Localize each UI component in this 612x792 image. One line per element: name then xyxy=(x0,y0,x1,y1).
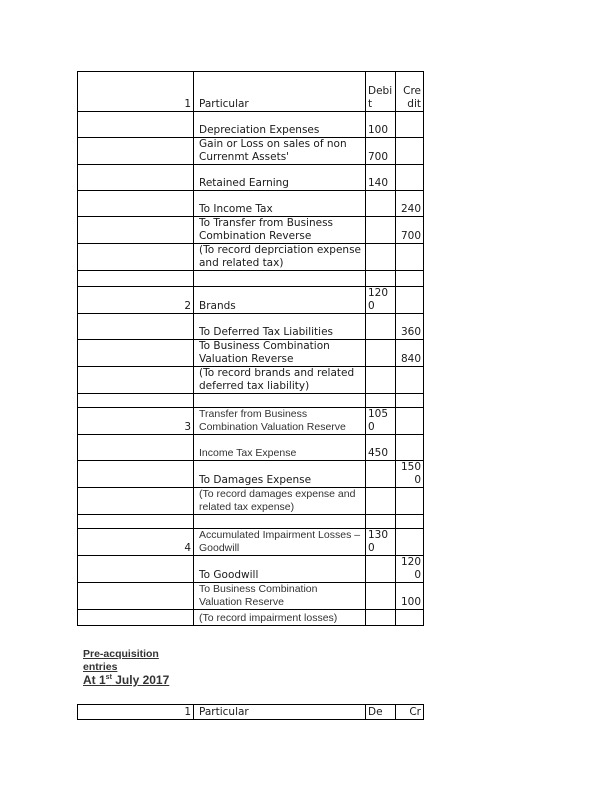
preacquisition-title: Pre-acquisition entries xyxy=(83,648,159,673)
entry-number-cell xyxy=(78,367,194,394)
spacer-row xyxy=(78,394,424,408)
debit-cell: 1300 xyxy=(366,529,396,556)
credit-cell xyxy=(396,112,424,138)
credit-cell xyxy=(396,610,424,626)
particular-cell: Brands xyxy=(194,287,366,314)
debit-cell xyxy=(366,394,396,408)
particular-cell: To Damages Expense xyxy=(194,461,366,488)
particular-cell: Accumulated Impairment Losses – Goodwill xyxy=(194,529,366,556)
entry-number-cell xyxy=(78,610,194,626)
debit-cell: 450 xyxy=(366,435,396,461)
particular-cell: (To record brands and related deferred tax liability) xyxy=(194,367,366,394)
debit-cell xyxy=(366,244,396,271)
debit-cell: 100 xyxy=(366,112,396,138)
debit-cell: 1200 xyxy=(366,287,396,314)
entry-number-cell: 2 xyxy=(78,287,194,314)
particular-cell: Transfer from Business Combination Valuation Reserve xyxy=(194,408,366,435)
debit-cell xyxy=(366,191,396,217)
debit-cell xyxy=(366,461,396,488)
journal-row xyxy=(78,461,424,488)
journal-row xyxy=(78,556,424,583)
header-row xyxy=(78,705,424,720)
entry-number-cell xyxy=(78,271,194,287)
journal-row xyxy=(78,244,424,271)
particular-cell: (To record deprciation expense and related tax) xyxy=(194,244,366,271)
debit-cell: 700 xyxy=(366,138,396,165)
credit-cell xyxy=(396,287,424,314)
journal-row xyxy=(78,435,424,461)
entry-number-cell xyxy=(78,488,194,515)
date-ordinal: st xyxy=(105,674,112,681)
debit-cell: 1050 xyxy=(366,408,396,435)
particular-cell: To Goodwill xyxy=(194,556,366,583)
entry-number-cell xyxy=(78,556,194,583)
credit-cell: 100 xyxy=(396,583,424,610)
particular-header: Particular xyxy=(194,72,366,112)
particular-cell xyxy=(194,394,366,408)
journal-row xyxy=(78,340,424,367)
debit-cell xyxy=(366,367,396,394)
credit-cell: 700 xyxy=(396,217,424,244)
spacer-row xyxy=(78,515,424,529)
debit-cell xyxy=(366,515,396,529)
credit-cell xyxy=(396,408,424,435)
debit-header: Debit xyxy=(366,72,396,112)
debit-cell xyxy=(366,217,396,244)
entry-number-cell xyxy=(78,461,194,488)
journal-row xyxy=(78,314,424,340)
debit-cell: 140 xyxy=(366,165,396,191)
credit-cell xyxy=(396,367,424,394)
entry-number-cell xyxy=(78,435,194,461)
credit-cell xyxy=(396,529,424,556)
credit-cell: 840 xyxy=(396,340,424,367)
entry-number-cell: 1 xyxy=(78,72,194,112)
entry-number-cell xyxy=(78,191,194,217)
credit-cell xyxy=(396,165,424,191)
journal-row xyxy=(78,191,424,217)
header-row xyxy=(78,72,424,112)
entry-number-cell: 1 xyxy=(78,705,194,720)
journal-row xyxy=(78,583,424,610)
entry-number-cell xyxy=(78,217,194,244)
credit-cell xyxy=(396,394,424,408)
entry-number-cell xyxy=(78,138,194,165)
credit-cell xyxy=(396,488,424,515)
debit-cell xyxy=(366,488,396,515)
particular-cell: To Transfer from Business Combination Reverse xyxy=(194,217,366,244)
entry-number-cell xyxy=(78,515,194,529)
entry-number-cell xyxy=(78,583,194,610)
credit-header: Cr xyxy=(396,705,424,720)
particular-cell: Income Tax Expense xyxy=(194,435,366,461)
credit-cell xyxy=(396,515,424,529)
preacquisition-date: At 1st July 2017 xyxy=(83,673,170,687)
particular-cell xyxy=(194,515,366,529)
credit-cell: 1500 xyxy=(396,461,424,488)
credit-cell xyxy=(396,244,424,271)
journal-row xyxy=(78,287,424,314)
entry-number-cell xyxy=(78,244,194,271)
particular-cell: To Business Combination Valuation Reserve xyxy=(194,583,366,610)
journal-row xyxy=(78,138,424,165)
debit-cell xyxy=(366,556,396,583)
journal-row xyxy=(78,367,424,394)
journal-row xyxy=(78,610,424,626)
particular-cell: Depreciation Expenses xyxy=(194,112,366,138)
debit-cell xyxy=(366,314,396,340)
particular-cell: To Deferred Tax Liabilities xyxy=(194,314,366,340)
entry-number-cell: 4 xyxy=(78,529,194,556)
journal-table-2 xyxy=(77,704,424,720)
journal-row xyxy=(78,217,424,244)
particular-cell xyxy=(194,271,366,287)
credit-cell: 1200 xyxy=(396,556,424,583)
entry-number-cell xyxy=(78,340,194,367)
journal-row xyxy=(78,112,424,138)
credit-header: Credit xyxy=(396,72,424,112)
journal-row xyxy=(78,529,424,556)
journal-row xyxy=(78,488,424,515)
entry-number-cell xyxy=(78,112,194,138)
particular-header: Particular xyxy=(194,705,366,720)
credit-cell: 240 xyxy=(396,191,424,217)
credit-cell xyxy=(396,138,424,165)
journal-row xyxy=(78,165,424,191)
journal-table-1 xyxy=(77,71,424,626)
credit-cell: 360 xyxy=(396,314,424,340)
entry-number-cell xyxy=(78,165,194,191)
journal-row xyxy=(78,408,424,435)
entry-number-cell: 3 xyxy=(78,408,194,435)
particular-cell: Retained Earning xyxy=(194,165,366,191)
particular-cell: Gain or Loss on sales of non Currenmt Assets' xyxy=(194,138,366,165)
entry-number-cell xyxy=(78,314,194,340)
particular-cell: To Business Combination Valuation Reverse xyxy=(194,340,366,367)
debit-cell xyxy=(366,340,396,367)
debit-cell xyxy=(366,610,396,626)
particular-cell: (To record damages expense and related tax expense) xyxy=(194,488,366,515)
particular-cell: To Income Tax xyxy=(194,191,366,217)
debit-header: De xyxy=(366,705,396,720)
credit-cell xyxy=(396,435,424,461)
debit-cell xyxy=(366,583,396,610)
particular-cell: (To record impairment losses) xyxy=(194,610,366,626)
spacer-row xyxy=(78,271,424,287)
entry-number-cell xyxy=(78,394,194,408)
credit-cell xyxy=(396,271,424,287)
debit-cell xyxy=(366,271,396,287)
